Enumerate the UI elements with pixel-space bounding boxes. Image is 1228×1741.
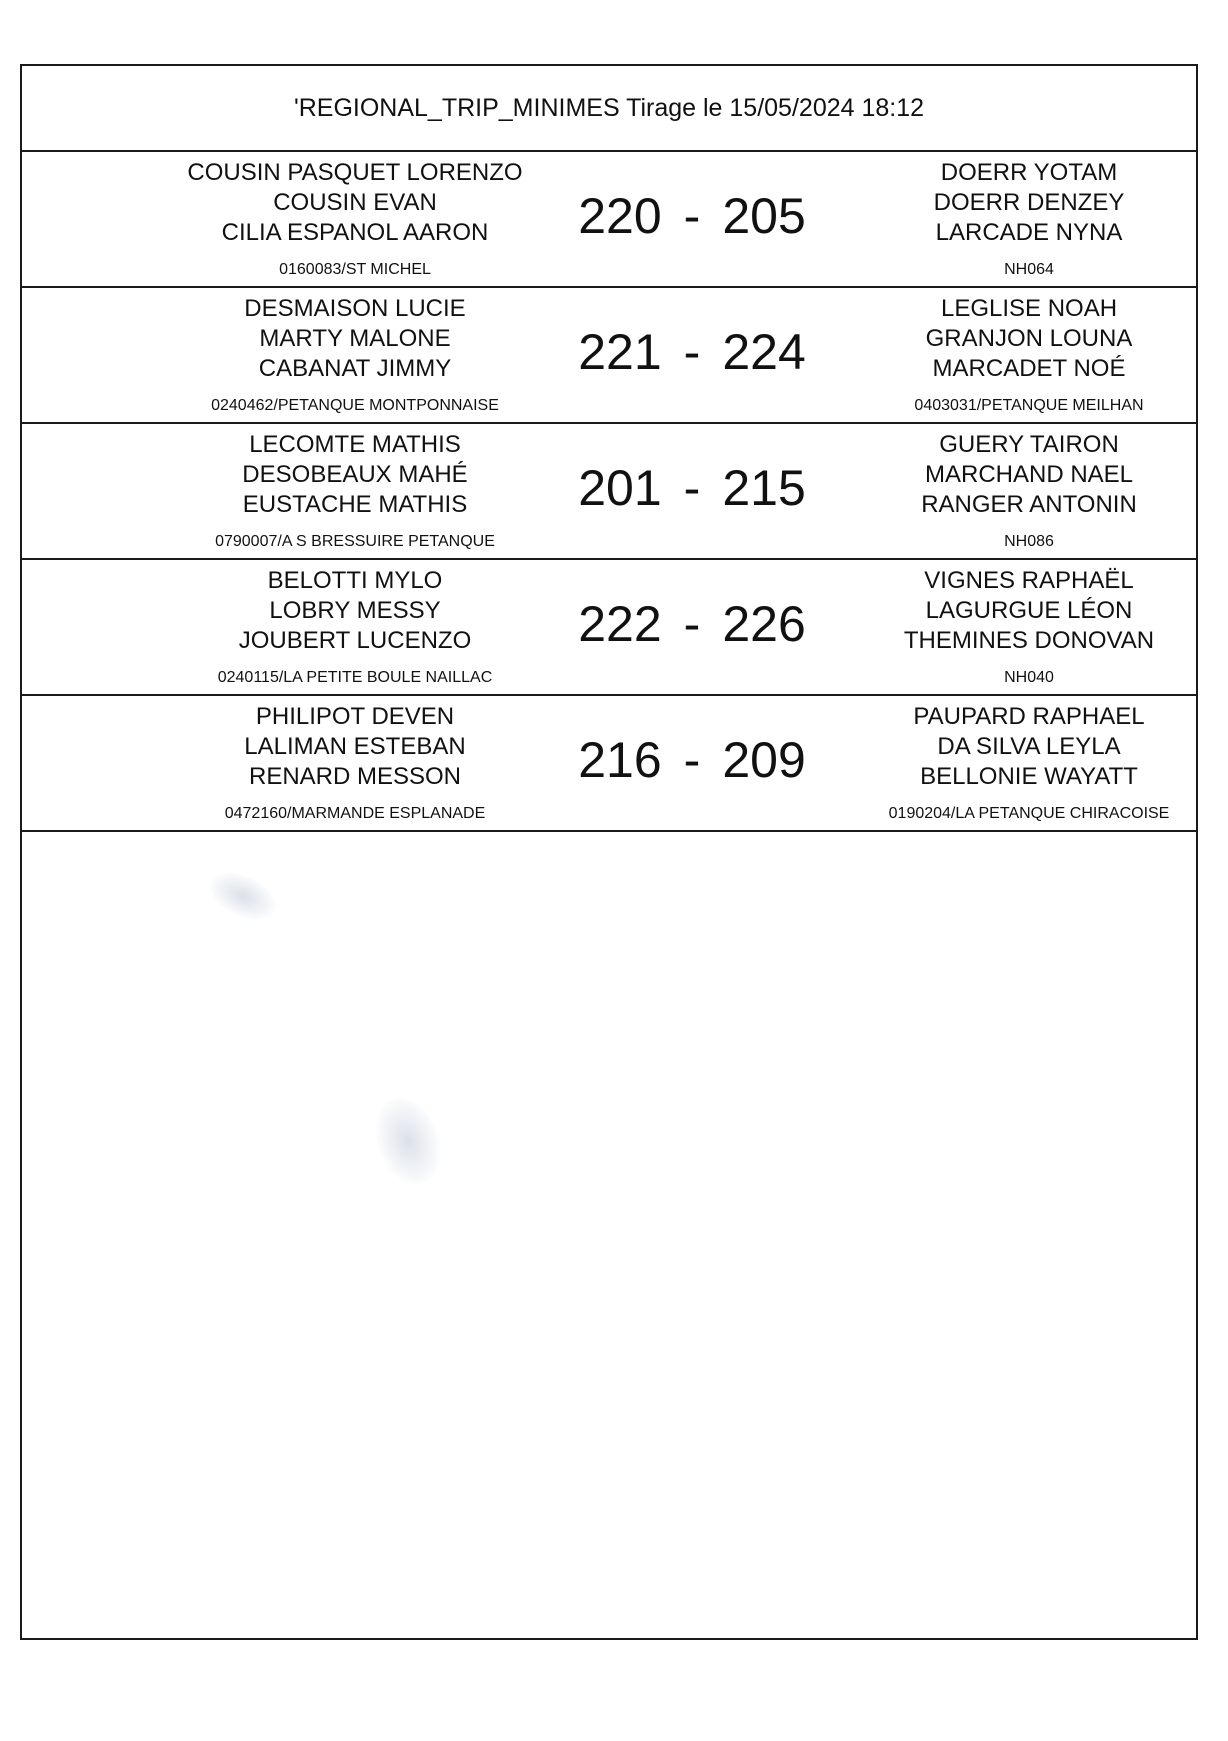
player-name: DA SILVA LEYLA [937, 733, 1121, 760]
match-row [22, 560, 1196, 696]
right-team-club: 0190204/LA PETANQUE CHIRACOISE [888, 805, 1170, 822]
left-team-club: 0240115/LA PETITE BOULE NAILLAC [217, 669, 493, 686]
player-name: LARCADE NYNA [935, 219, 1123, 246]
player-name: MARTY MALONE [259, 325, 451, 352]
sheet-title-row [22, 66, 1196, 152]
right-team-club: NH086 [1004, 533, 1054, 550]
left-team-number: 220 [578, 188, 662, 244]
right-team-number: 209 [722, 732, 806, 788]
left-team-players [135, 566, 575, 656]
left-team-players [135, 430, 575, 520]
left-team-players [135, 158, 575, 248]
player-name: DESOBEAUX MAHÉ [242, 461, 468, 488]
match-pairing [542, 188, 842, 244]
right-team-club: 0403031/PETANQUE MEILHAN [914, 397, 1144, 414]
right-team-players [809, 158, 1228, 248]
player-name: DOERR DENZEY [933, 189, 1125, 216]
match-row [22, 288, 1196, 424]
pairing-separator: - [683, 188, 701, 244]
right-team-number: 224 [722, 324, 806, 380]
draw-sheet [20, 64, 1198, 1640]
player-name: RENARD MESSON [248, 763, 462, 790]
pairing-separator: - [683, 324, 701, 380]
player-name: CILIA ESPANOL AARON [221, 219, 489, 246]
right-team-number: 205 [722, 188, 806, 244]
pairing-separator: - [683, 596, 701, 652]
scan-smudge [203, 863, 283, 929]
right-team-club: NH040 [1004, 669, 1054, 686]
left-team-players [135, 702, 575, 792]
player-name: VIGNES RAPHAËL [924, 567, 1134, 594]
player-name: GUERY TAIRON [939, 431, 1119, 458]
player-name: GRANJON LOUNA [925, 325, 1133, 352]
right-team-number: 226 [722, 596, 806, 652]
player-name: BELLONIE WAYATT [920, 763, 1138, 790]
player-name: THEMINES DONOVAN [903, 627, 1155, 654]
player-name: COUSIN PASQUET LORENZO [187, 159, 523, 186]
match-pairing [542, 460, 842, 516]
player-name: BELOTTI MYLO [267, 567, 443, 594]
player-name: MARCHAND NAEL [924, 461, 1134, 488]
match-pairing [542, 732, 842, 788]
player-name: DESMAISON LUCIE [244, 295, 466, 322]
right-team-players [809, 702, 1228, 792]
player-name: RANGER ANTONIN [921, 491, 1137, 518]
left-team-players [135, 294, 575, 384]
pairing-separator: - [683, 460, 701, 516]
pairing-separator: - [683, 732, 701, 788]
left-team-number: 222 [578, 596, 662, 652]
match-row [22, 152, 1196, 288]
right-team-players [809, 430, 1228, 520]
left-team-number: 221 [578, 324, 662, 380]
match-row [22, 424, 1196, 560]
player-name: LALIMAN ESTEBAN [244, 733, 466, 760]
player-name: CABANAT JIMMY [258, 355, 452, 382]
match-pairing [542, 324, 842, 380]
left-team-club: 0240462/PETANQUE MONTPONNAISE [211, 397, 499, 414]
player-name: JOUBERT LUCENZO [238, 627, 472, 654]
player-name: LOBRY MESSY [269, 597, 441, 624]
right-team-players [809, 566, 1228, 656]
scan-smudge [364, 1088, 451, 1193]
left-team-number: 201 [578, 460, 662, 516]
left-team-club: 0472160/MARMANDE ESPLANADE [224, 805, 486, 822]
player-name: LEGLISE NOAH [940, 295, 1118, 322]
match-row [22, 696, 1196, 832]
player-name: PAUPARD RAPHAEL [913, 703, 1145, 730]
player-name: EUSTACHE MATHIS [242, 491, 468, 518]
player-name: COUSIN EVAN [273, 189, 437, 216]
sheet-title: 'REGIONAL_TRIP_MINIMES Tirage le 15/05/2024 18:12 [293, 93, 925, 122]
right-team-players [809, 294, 1228, 384]
right-team-number: 215 [722, 460, 806, 516]
right-team-club: NH064 [1004, 261, 1054, 278]
match-pairing [542, 596, 842, 652]
player-name: MARCADET NOÉ [932, 355, 1126, 382]
player-name: LECOMTE MATHIS [249, 431, 461, 458]
left-team-club: 0790007/A S BRESSUIRE PETANQUE [215, 533, 495, 550]
left-team-number: 216 [578, 732, 662, 788]
player-name: DOERR YOTAM [940, 159, 1118, 186]
left-team-club: 0160083/ST MICHEL [279, 261, 431, 278]
player-name: LAGURGUE LÉON [925, 597, 1133, 624]
player-name: PHILIPOT DEVEN [255, 703, 455, 730]
